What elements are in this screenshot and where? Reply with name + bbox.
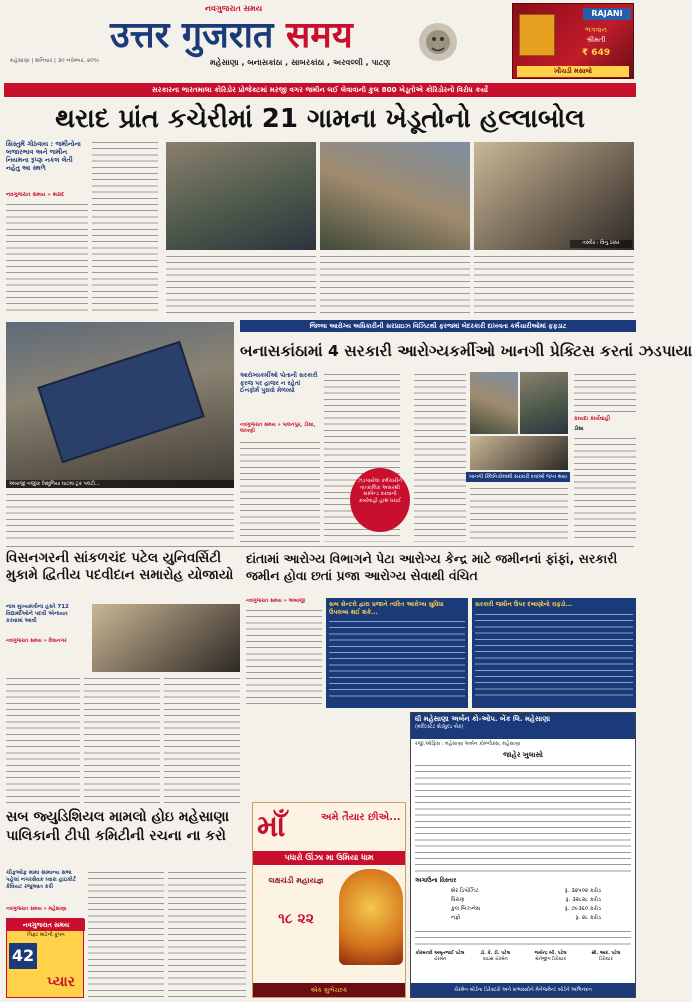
story1-body-col1 <box>6 202 88 314</box>
bank-notice-body-2 <box>415 929 631 949</box>
bank-officer: સી. આર. પટેલ ડિરેક્ટર <box>591 951 621 962</box>
story2-sidebar <box>574 372 636 542</box>
story3-byline: નવગુજરાત સમય » વિસનગર <box>6 638 67 644</box>
story5-body-col1 <box>88 870 164 998</box>
story2-body-col3 <box>414 372 466 542</box>
kicker-bar: સરકારના ભારતમાલા કોરિડોર પ્રોજેક્ટમાં મરજી વગર જમીન લઈ લેવાવાની કુલ 800 ખેડૂતોએ કોરિડોરનો વિરોધ કર્યો <box>4 83 636 97</box>
story1-intro: સિસ્તુમેં ગોઠવાય : જમીનોના બજારભાવ અને જમીન નિયમના રૂપ્ણ નકલ લેતી નહેતુ આ સ્થળે <box>6 140 81 172</box>
masthead-tagline: નવગુજરાત સમય <box>205 4 263 13</box>
story1-photo-1 <box>166 142 316 250</box>
bank-notice-name: ધી મહેસાણા અર્બન કો-ઓપ. બેંક લિ. મહેસાણા <box>415 715 551 723</box>
story3-body-col3 <box>164 676 240 806</box>
story2-body-col1 <box>240 440 320 542</box>
bank-officer: કોરમનાદે અમૃતભાઈ પટેલ ચેરમેન <box>415 951 465 962</box>
bank-officer: જયેન્દ્ર બી. પટેલ મેનેજીંગ ડિરેક્ટર <box>534 951 567 962</box>
masthead-dateline: મહેસાણા | શનિવાર | ૩૦ નવેમ્બર, ૨૦૧૯ <box>10 58 100 64</box>
masthead-title-accent: समय <box>285 15 353 56</box>
umiya-ad-event: લક્ષચંડી મહાયજ્ઞ <box>268 876 324 885</box>
rajani-ad-footer: ખીચડી મસાલો <box>517 66 629 77</box>
story3-intro: નામ મુખ્યમંત્રીના હસ્તે 712 વિદ્યાર્થીઓને પદવી એનાયત કરવામાં આવી <box>6 604 69 624</box>
story3-body-col1 <box>6 676 80 806</box>
bank-notice-subtitle: (મલ્ટિસ્ટેટ શેડ્યુલ્ડ બેંક) <box>415 724 464 730</box>
bottom-promo-brand: નવગુજરાત સમય <box>7 919 85 931</box>
umiya-ad[interactable] <box>252 802 406 998</box>
story5-intro: ચીફઓફ મામા સામાન્ય સભા પહેલાં નગરસેવક ધ્વારા હાઇકોર્ટ કેવિયટ રજુઆત કરી <box>6 870 76 890</box>
story2-body-col4 <box>470 486 568 542</box>
masthead <box>0 0 640 82</box>
truck-photo <box>6 322 234 488</box>
headline-2: બનાસકાંઠામાં 4 સરકારી આરોગ્યકર્મીઓ ખાનગી પ્રેક્ટિસ કરતાં ઝડપાયા <box>240 342 692 360</box>
bank-table-row: નફો રૂ. ૨૮ કરોડ <box>451 915 601 921</box>
story1-body-col3 <box>166 254 316 316</box>
story1-photo-3 <box>474 142 634 250</box>
story2-intro: આરોગ્યકર્મીઓ પોતાની સરકારી ફરજ પર હાજર ન રહેતાં ઈનફોર્મ પુરાવો મેળવ્યો <box>240 372 318 394</box>
bank-notice-officers <box>413 951 633 981</box>
rajani-ad-price: ₹ 649 <box>581 48 611 58</box>
umiya-ad-footer: એક શુભેચ્છક <box>253 983 405 997</box>
masthead-title <box>110 14 410 58</box>
masthead-title-main: उत्तर गुजरात <box>110 15 274 56</box>
story2-photo-2 <box>520 372 568 434</box>
bottom-promo-word: પ્યાર <box>47 974 75 990</box>
bank-officer: ડૉ. કે. ડી. પટેલ વાઇસ ચેરમેન <box>480 951 511 962</box>
story1-body-col4 <box>320 254 470 316</box>
bank-notice-table <box>451 887 601 927</box>
story4-box2-title: સરકારી જમીન ઉપર દબાણોનો રાફડો... <box>475 601 573 608</box>
story4-box1-body <box>329 619 465 697</box>
bank-table-row: કુલ બિઝનેસ રૂ. ૭૯૩૬૦ કરોડ <box>451 906 601 912</box>
story2-byline: નવગુજરાત સમય » પાલનપુર, ડીસા, લાખણી <box>240 422 316 434</box>
headline-3: વિસનગરની સાંકળચંદ પટેલ યુનિવર્સિટી મુકામે દ્વિતીય પદવીદાન સમારોહ યોજાયો <box>6 550 234 583</box>
bank-notice-title: જાહેર ખુલાસો <box>503 751 543 759</box>
story4-byline: નવગુજરાત સમય » અંબાજી <box>246 598 305 604</box>
bank-notice-body <box>415 763 631 873</box>
story1-body-col2 <box>92 140 158 314</box>
story4-body-col1 <box>246 608 322 708</box>
umiya-ad-title: પધારો ઊંઝા મા ઉમિયા ધામ <box>253 851 405 865</box>
umiya-ad-deity-image <box>339 869 403 965</box>
banner-2: જિલ્લા આરોગ્ય અધિકારીની સરપ્રાઇઝ વિઝિટથી ફરજમાં બેદરકારી દાખવતા કર્મચારીઓમાં ફફડાટ <box>240 320 636 332</box>
bank-notice <box>410 712 636 998</box>
rajani-ad-line2: શ્રીમતી <box>586 36 606 44</box>
story2-sidebar-top <box>574 372 636 414</box>
section-divider <box>6 546 634 547</box>
story4-box1 <box>326 598 468 708</box>
story3-photo <box>92 604 240 672</box>
story2-sidebar-title: કાયદા કાર્યવાહી <box>574 416 611 422</box>
rajani-ad[interactable] <box>512 3 634 79</box>
masthead-regions: મહેસાણા , બનાસકાંઠા , સાબરકાંઠા , અરવલ્લી , પાટણ <box>210 58 391 67</box>
umiya-ad-days: ૧૮ ૨૨ <box>278 911 314 927</box>
story5-body-col2 <box>168 870 246 998</box>
umiya-ad-tagline: અમે તૈયાર છીએ... <box>321 812 401 823</box>
truck-caption: અંબાજી નજીક ત્રિશૂળિયા ઘાટમાં ટ્રક પલટી... <box>6 480 234 488</box>
bottom-promo[interactable] <box>6 918 84 998</box>
story2-sidebar-body <box>574 436 636 542</box>
rajani-ad-brand: RAJANI <box>583 8 631 20</box>
headline-1: થરાદ પ્રાંત કચેરીમાં 21 ગામના ખેડૂતોનો હલ્લાબોલ <box>55 104 585 134</box>
story4-box2 <box>472 598 636 708</box>
story2-red-callout: ઝડપાયેલા કર્મચારીને તાત્કાલિક અસરથી સસ્પેન્ડ કરવાની કાર્યવાહી હાથ ધરાઈ <box>350 468 410 532</box>
rajani-ad-line1: ભગવાન <box>584 26 607 34</box>
story5-byline: નવગુજરાત સમય » મહેસાણા <box>6 906 67 912</box>
headline-4: દાંતામાં આરોગ્ય વિભાગને પેટા આરોગ્ય કેન્દ્ર માટે જમીનનાં ફાંફાં, સરકારી જમીન હોવા છતાં પ્રજા આરોગ્ય સેવાથી વંચિત <box>246 551 618 583</box>
headline-5: સબ જ્યુડિશિયલ મામલો હોઇ મહેસાણા પાલિકાની ટીપી કમિટીની રચના ના કરો <box>6 809 230 844</box>
story1-byline: નવગુજરાત સમય » થરાદ <box>6 192 65 198</box>
bank-notice-table-title: અગાઉના વિસ્તાર <box>415 877 457 884</box>
story1-column <box>6 140 160 316</box>
bank-table-row: શેર ડિપોઝિટ રૂ. ૩૨૫૦૨ કરોડ <box>451 888 601 894</box>
bank-notice-address: રજી.ઓફિસ : મહેસાણા અર્બન કોમ્પ્લેક્સ, મહેસાણા <box>415 741 521 747</box>
umiya-ad-glyph: માઁ <box>257 809 286 844</box>
story2-sidebar-sub: ડીસા <box>574 426 584 432</box>
story2-photo-caption: ખાનગી ક્લિનિકોમાંથી સરકારી દવાઓ જપ્ત થયા <box>466 472 570 482</box>
story1-body-col5 <box>474 254 634 316</box>
truck-story-body <box>6 492 234 542</box>
bank-notice-footer: ચેરમેન બોર્ડના ડિરેક્ટરો અને સભાસદોને મેનેજમેન્ટ બોર્ડને અભિનંદન <box>411 983 635 997</box>
bank-table-row: ધિરાણ રૂ. ૩૨૮૨૮ કરોડ <box>451 897 601 903</box>
story1-photo-credit: તસ્વીર : વિનુ ઠક્કર <box>570 240 632 248</box>
story4-box2-body <box>475 612 633 698</box>
bottom-promo-sub: ગિફ્ટ માટેની કૂપન <box>27 932 65 938</box>
bottom-promo-number: 42 <box>9 943 37 969</box>
truck-shape <box>37 341 204 463</box>
story2-photo-3 <box>470 436 568 470</box>
story2-photo-1 <box>470 372 518 434</box>
bank-notice-header <box>411 713 635 739</box>
rajani-ad-product <box>519 14 555 56</box>
story3-body-col2 <box>84 676 160 806</box>
story4-box1-title: સબ સેન્ટરો દ્વારા પ્રજાને ત્વરિત આરોગ્ય સુવિધા ઉપલબ્ધ થઈ શકે... <box>329 601 444 616</box>
story1-photo-2 <box>320 142 470 250</box>
